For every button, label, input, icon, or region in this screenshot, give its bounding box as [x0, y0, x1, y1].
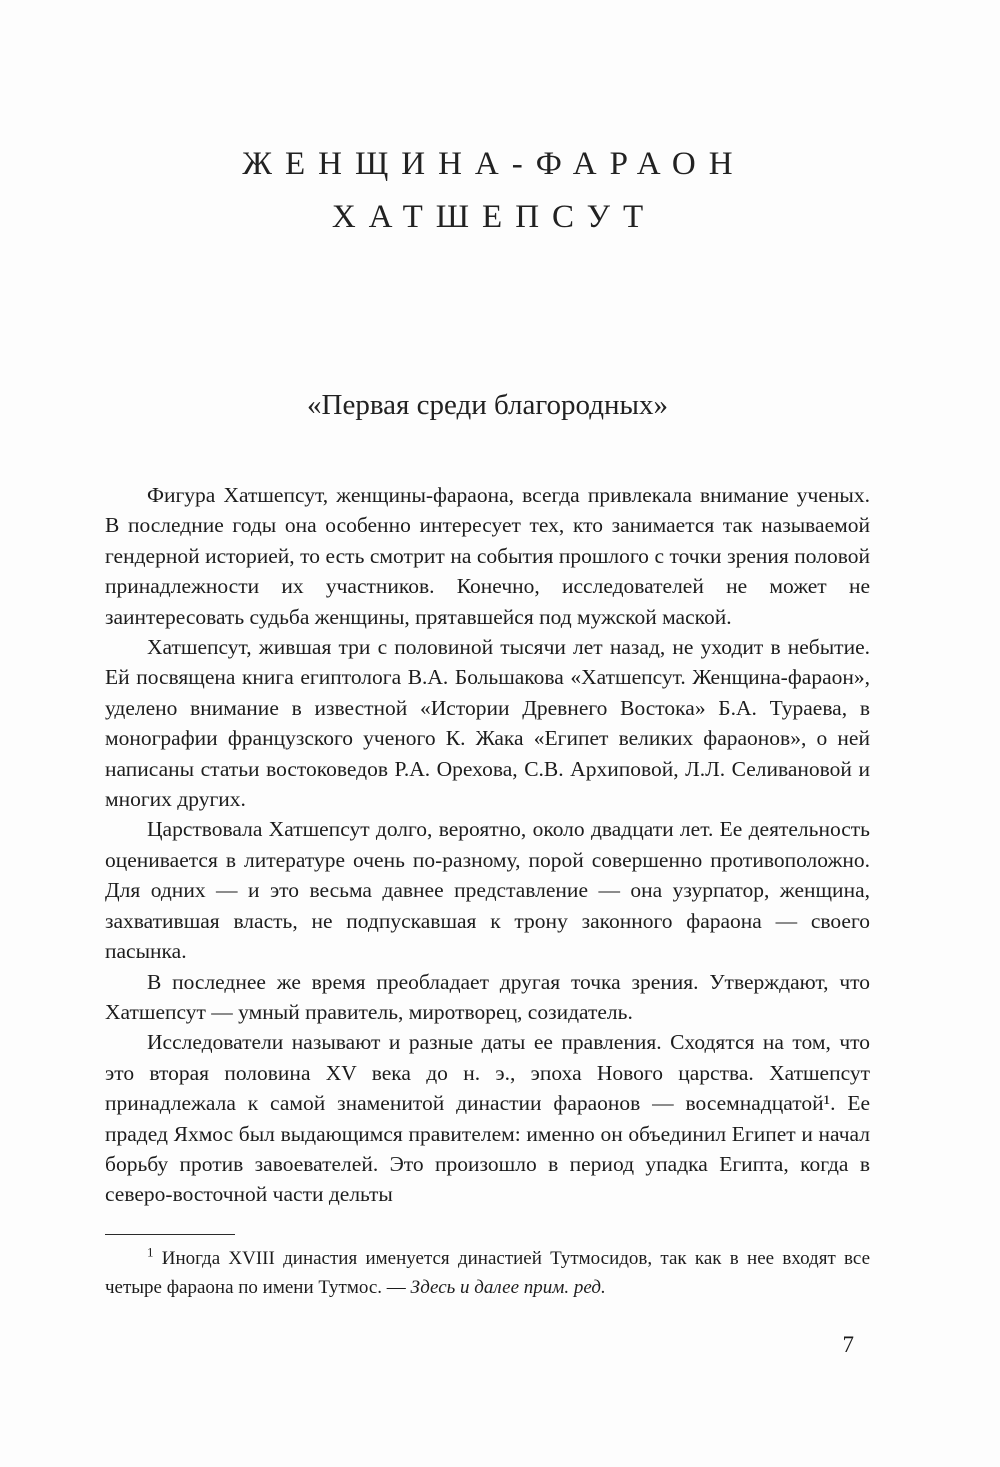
chapter-title-line-2: ХАТШЕПСУТ: [331, 199, 657, 235]
paragraph-1: Фигура Хатшепсут, женщины-фараона, всегда привлекала внимание ученых. В последние годы она особенно интересует тех, кто занимается так называемой гендерной историей, то есть смотрит на события прошлого с точки зрения половой принадлежности их участников. Конечно, исследователей не может не заинтересовать судьба женщины, прятавшейся под мужской маской.: [105, 483, 870, 629]
footnote-italic-text: Здесь и далее прим. ред.: [410, 1276, 606, 1298]
footnote-marker: 1: [147, 1244, 154, 1260]
footnote-separator: [105, 1234, 235, 1235]
paragraph-2: Хатшепсут, жившая три с половиной тысячи лет назад, не уходит в небытие. Ей посвящена книга египтолога В.А. Большакова «Хатшепсут. Женщина-фараон», уделено внимание в известной «Истории Древнего Востока» Б.А. Тураева, в монографии французского ученого К. Жака «Египет великих фараонов», о ней написаны статьи востоковедов Р.А. Орехова, С.В. Архиповой, Л.Л. Селивановой и многих других.: [105, 635, 870, 812]
text-column: [105, 0, 870, 1302]
footnote: [105, 1244, 870, 1302]
page-number: 7: [842, 1332, 854, 1357]
chapter-title-line-1: ЖЕНЩИНА-ФАРАОН: [242, 146, 746, 182]
chapter-title: [105, 138, 870, 244]
paragraph-3: Царствовала Хатшепсут долго, вероятно, около двадцати лет. Ее деятельность оценивается в литературе очень по-разному, порой совершенно противоположно. Для одних — и это весьма давнее представление — она узурпатор, женщина, захватившая власть, не подпускавшая к трону законного фараона — своего пасынка.: [105, 817, 870, 964]
paragraph-4: В последнее же время преобладает другая точка зрения. Утверждают, что Хатшепсут — умный правитель, миротворец, созидатель.: [105, 969, 870, 1024]
footnote-text: Иногда XVIII династия именуется династией Тутмосидов, так как в нее входят все четыре фараона по имени Тутмос. —: [105, 1247, 871, 1298]
footnote-block: [105, 1234, 870, 1302]
paragraph-5: Исследователи называют и разные даты ее правления. Сходятся на том, что это вторая половина XV века до н. э., эпоха Нового царства. Хатшепсут принадлежала к самой знаменитой династии фараонов — восемнадцатой¹. Ее прадед Яхмос был выдающимся правителем: именно он объединил Египет и начал борьбу против завоевателей. Это произошло в период упадка Египта, когда в северо-восточной части дельты: [105, 1030, 870, 1207]
body-text: [105, 480, 870, 1210]
section-heading: «Первая среди благородных»: [307, 389, 668, 421]
